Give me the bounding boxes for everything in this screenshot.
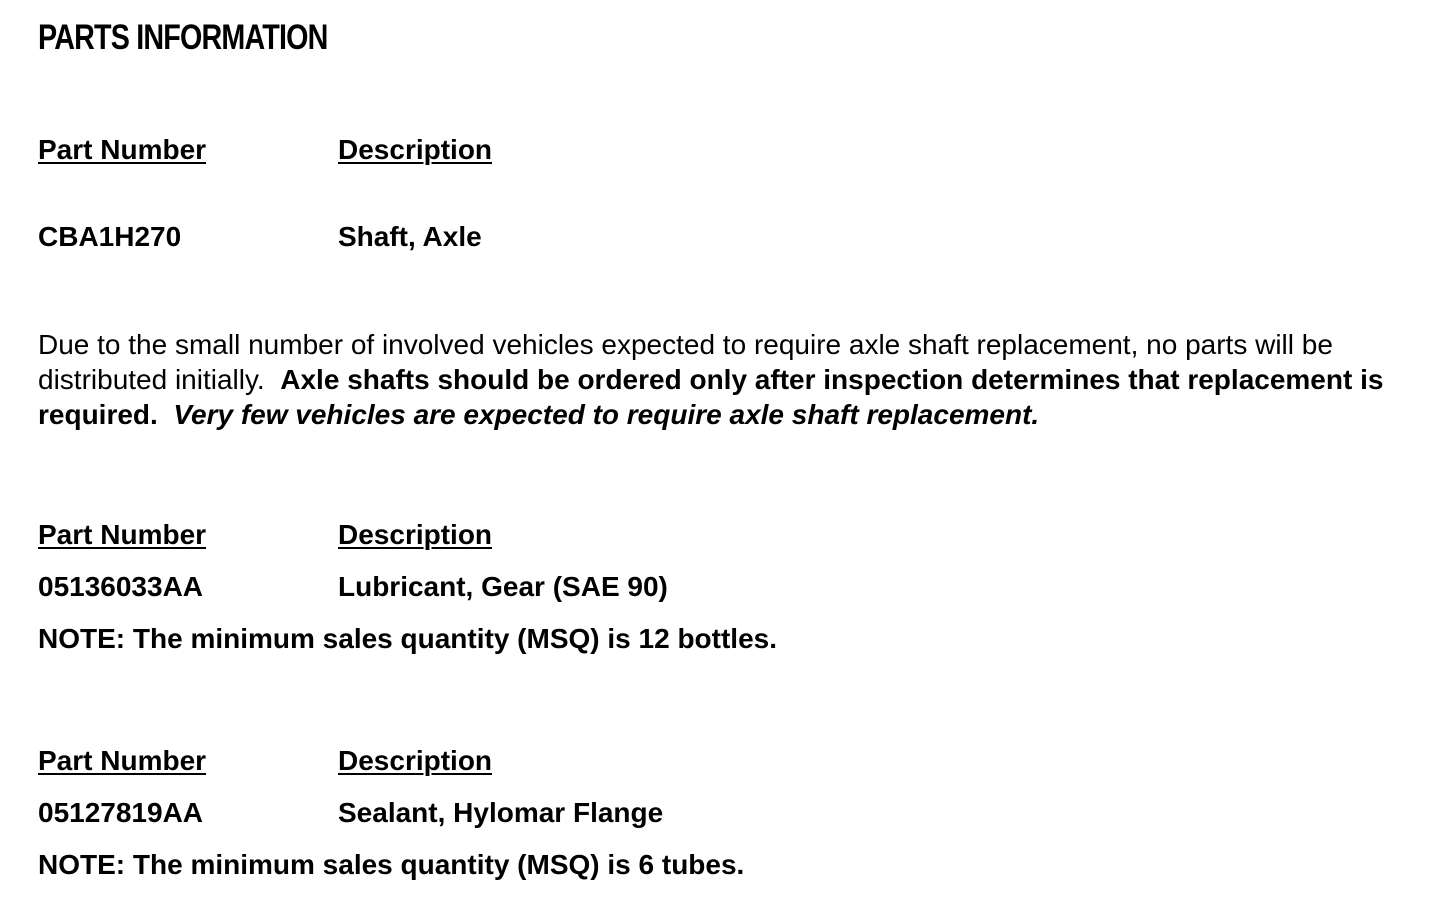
part-number-value: CBA1H270 bbox=[38, 221, 182, 252]
parts-distribution-paragraph bbox=[38, 327, 1428, 432]
paragraph-normal-text: Due to the small number of involved vehicles expected to require axle shaft replacement, no parts will be distributed initially. bbox=[38, 329, 1333, 395]
paragraph-bold-italic-text: Very few vehicles are expected to require axle shaft replacement. bbox=[173, 399, 1040, 430]
part-number-header: Part Number bbox=[38, 745, 207, 776]
part-number-header: Part Number bbox=[38, 134, 207, 165]
part-number-header: Part Number bbox=[38, 519, 207, 550]
description-header: Description bbox=[338, 134, 493, 165]
description-value: Shaft, Axle bbox=[338, 221, 482, 252]
msq-note: NOTE: The minimum sales quantity (MSQ) is 6 tubes. bbox=[38, 849, 745, 880]
description-value: Sealant, Hylomar Flange bbox=[338, 797, 664, 828]
description-value: Lubricant, Gear (SAE 90) bbox=[338, 571, 668, 602]
part-number-value: 05136033AA bbox=[38, 571, 204, 602]
page-title: PARTS INFORMATION bbox=[38, 18, 328, 57]
msq-note: NOTE: The minimum sales quantity (MSQ) is 12 bottles. bbox=[38, 623, 778, 654]
part-number-value: 05127819AA bbox=[38, 797, 204, 828]
description-header: Description bbox=[338, 745, 493, 776]
paragraph-bold-text: Axle shafts should be ordered only after inspection determines that replacement is required. bbox=[38, 364, 1384, 430]
description-header: Description bbox=[338, 519, 493, 550]
